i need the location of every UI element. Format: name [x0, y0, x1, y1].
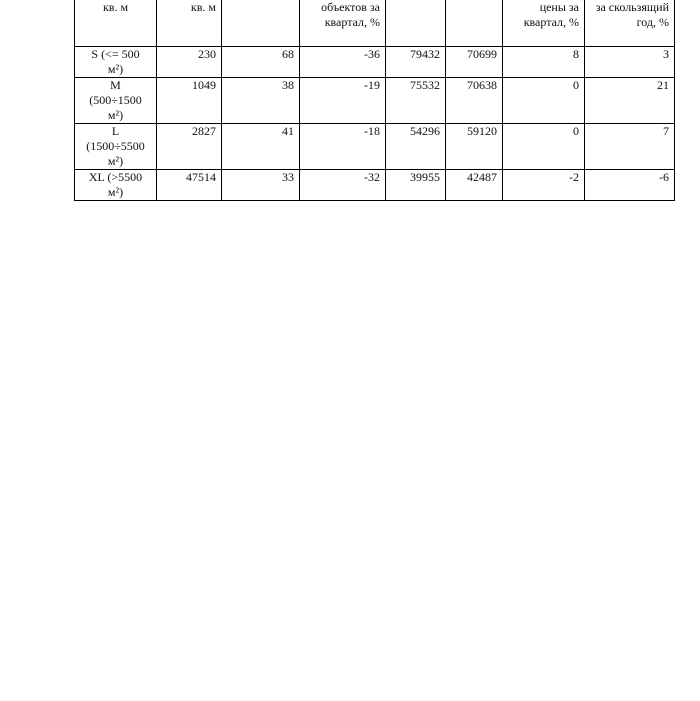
table-cell: 41	[222, 124, 300, 170]
table-cell: -36	[300, 47, 386, 78]
table-cell: 79432	[386, 47, 446, 78]
header-text: за скользящий	[595, 0, 669, 14]
table-cell: -6	[585, 170, 675, 201]
header-text: квартал, %	[324, 15, 380, 29]
header-cell-avg-price	[386, 0, 446, 47]
row-label-text: м²)	[107, 185, 124, 199]
table-cell: 1049	[157, 78, 222, 124]
row-label-text: м²)	[107, 154, 124, 168]
header-cell-area-range	[75, 0, 157, 47]
row-label-text: M	[110, 78, 121, 92]
table-cell: 0	[503, 78, 585, 124]
header-cell-year-change	[585, 0, 675, 47]
header-cell-quarter-change	[503, 0, 585, 47]
header-cell-object-count	[222, 0, 300, 47]
table-cell: 59120	[446, 124, 503, 170]
table-cell: -19	[300, 78, 386, 124]
table-cell: 70638	[446, 78, 503, 124]
row-label-text: S (<= 500	[91, 47, 140, 61]
data-table	[74, 0, 675, 201]
header-text: год, %	[636, 15, 669, 29]
table-row	[75, 124, 675, 170]
table-cell: 3	[585, 47, 675, 78]
table-cell: -32	[300, 170, 386, 201]
header-cell-count-change	[300, 0, 386, 47]
row-label	[75, 47, 157, 78]
table-cell: 7	[585, 124, 675, 170]
header-text: кв. м	[102, 0, 129, 14]
table-cell: 75532	[386, 78, 446, 124]
table-cell: 230	[157, 47, 222, 78]
table-cell: -18	[300, 124, 386, 170]
table-cell: -2	[503, 170, 585, 201]
header-text: квартал, %	[523, 15, 579, 29]
row-label-text: (500÷1500	[89, 93, 142, 107]
header-text: цены за	[539, 0, 579, 14]
table-cell: 0	[503, 124, 585, 170]
table-cell: 8	[503, 47, 585, 78]
row-label-text: м²)	[107, 62, 124, 76]
table-cell: 42487	[446, 170, 503, 201]
table-cell: 54296	[386, 124, 446, 170]
table-cell: 38	[222, 78, 300, 124]
table-cell: 2827	[157, 124, 222, 170]
row-label	[75, 78, 157, 124]
row-label-text: L	[111, 124, 120, 138]
table-header-row	[75, 0, 675, 47]
table-cell: 70699	[446, 47, 503, 78]
table-cell: 33	[222, 170, 300, 201]
table-row	[75, 78, 675, 124]
table-cell: 39955	[386, 170, 446, 201]
row-label-text: XL (>5500	[88, 170, 143, 184]
table-cell: 21	[585, 78, 675, 124]
header-text: кв. м	[190, 0, 216, 14]
header-cell-median-price	[446, 0, 503, 47]
table-cell: 47514	[157, 170, 222, 201]
table-row	[75, 47, 675, 78]
header-text: объектов за	[321, 0, 380, 14]
row-label-text: м²)	[107, 108, 124, 122]
row-label	[75, 124, 157, 170]
table-row	[75, 170, 675, 201]
row-label	[75, 170, 157, 201]
table-cell: 68	[222, 47, 300, 78]
header-cell-avg-area	[157, 0, 222, 47]
row-label-text: (1500÷5500	[86, 139, 145, 153]
